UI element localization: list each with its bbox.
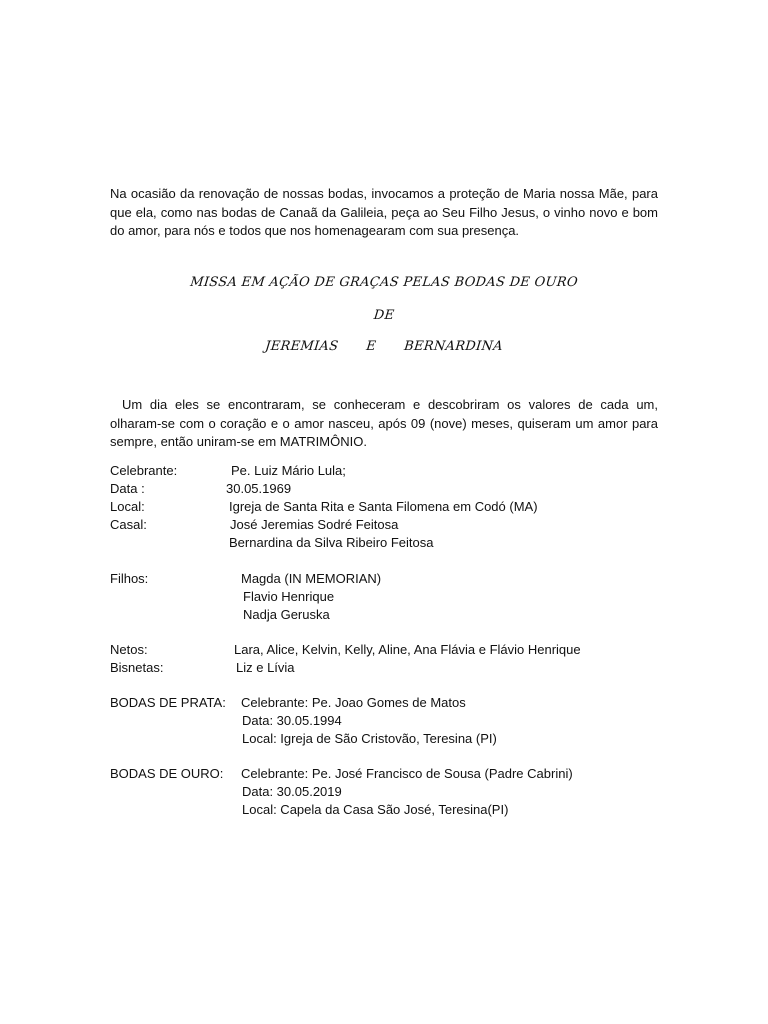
celebrante-label: Celebrante:	[110, 463, 178, 478]
bodas-ouro-label: BODAS DE OURO:	[110, 766, 224, 781]
wife-name: BERNARDINA	[403, 339, 504, 354]
husband-name: JEREMIAS	[264, 339, 340, 354]
bodas-prata-label: BODAS DE PRATA:	[110, 695, 226, 710]
couple-names	[0, 339, 768, 354]
story-paragraph: Um dia eles se encontraram, se conheceram e descobriram os valores de cada um, olharam-se com o coração e o amor nasceu, após 09 (nove) meses, quiseram um amor para sempre, então uniram-se em MATRIMÔNIO.	[110, 397, 658, 449]
casal-label: Casal:	[110, 517, 147, 532]
bodas-ouro-celebrante: Celebrante: Pe. José Francisco de Sousa (Padre Cabrini)	[241, 766, 573, 781]
bodas-prata-local: Local: Igreja de São Cristovão, Teresina (PI)	[242, 731, 497, 746]
intro-paragraph: Na ocasião da renovação de nossas bodas, invocamos a proteção de Maria nossa Mãe, para que ela, como nas bodas de Canaã da Galileia, peça ao Seu Filho Jesus, o vinho novo e bom do amor, para nós e todos que nos homenagearam com sua presença.	[110, 186, 658, 238]
netos-label: Netos:	[110, 642, 148, 657]
filho-item: Magda (IN MEMORIAN)	[241, 571, 382, 586]
bodas-prata-data: Data: 30.05.1994	[242, 713, 342, 728]
bodas-ouro-local: Local: Capela da Casa São José, Teresina(PI)	[242, 802, 509, 817]
local-label: Local:	[110, 499, 145, 514]
conjunction: E	[365, 339, 377, 354]
casal-husband: José Jeremias Sodré Feitosa	[230, 517, 399, 532]
bisnetas-value: Liz e Lívia	[236, 660, 295, 675]
filho-item: Nadja Geruska	[243, 607, 330, 622]
bisnetas-label: Bisnetas:	[110, 660, 164, 675]
data-value: 30.05.1969	[226, 481, 292, 496]
data-label: Data :	[110, 481, 145, 496]
filhos-label: Filhos:	[110, 571, 149, 586]
netos-value: Lara, Alice, Kelvin, Kelly, Aline, Ana Flávia e Flávio Henrique	[234, 642, 581, 657]
bodas-prata-celebrante: Celebrante: Pe. Joao Gomes de Matos	[241, 695, 466, 710]
mass-title: MISSA EM AÇÃO DE GRAÇAS PELAS BODAS DE OURO	[189, 275, 579, 290]
celebrante-value: Pe. Luiz Mário Lula;	[231, 463, 346, 478]
casal-wife: Bernardina da Silva Ribeiro Feitosa	[229, 535, 434, 550]
filho-item: Flavio Henrique	[243, 589, 335, 604]
bodas-ouro-data: Data: 30.05.2019	[242, 784, 342, 799]
mass-title-de: DE	[372, 308, 396, 323]
local-value: Igreja de Santa Rita e Santa Filomena em Codó (MA)	[229, 499, 538, 514]
